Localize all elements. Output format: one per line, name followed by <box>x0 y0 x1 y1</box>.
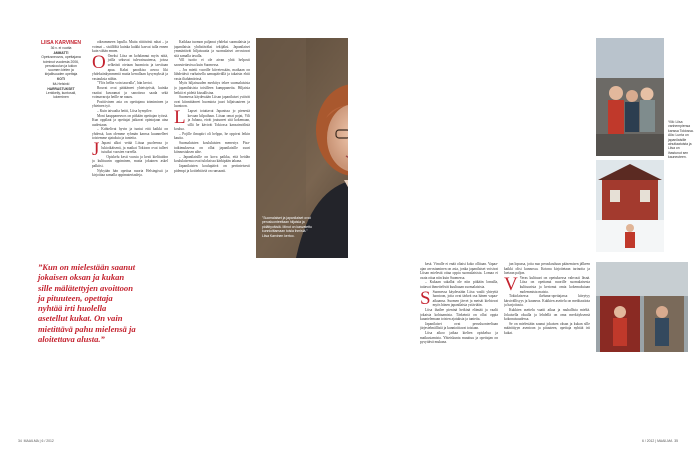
paragraph: Tokiolaisessa ikebana-opettajassa kiteytyy kärsivällisyys ja kauneus. Kukkien asettelu on meditaatiota ja harjoitusta. <box>504 294 590 308</box>
article-column-right-1 <box>420 262 498 432</box>
paragraph: oikeammeen lopulla. Mutta riittävästi rahat – ja voimat – sisällöltä kuinka kaikki kasvat tulla ennen kuin vähän ennen. <box>92 40 168 54</box>
profile-koti: Itä-Helsinki <box>52 81 70 86</box>
photo-caption-side: Yllä: Liisa vanhempiensa kanssa Tokiossa. Alla: Lunta on japanilaisille ainutlaatuista ja Liisa on ihastunut sen kauneuteen. <box>668 120 694 160</box>
profile-name: LIISA KARVINEN <box>40 40 81 46</box>
paragraph <box>92 51 168 82</box>
photo-caption-main: "Suomalaiset ja japanilaiset ovat perusluonteeltaan hiljaisia ja pidättyväisiä. Minut on kasvatettu kunnioittamaan toisia ihmisiä." Liisa Karvinen kertoo. <box>262 216 312 238</box>
snow-photo-image <box>596 160 664 252</box>
profile-harrastukset: Lenkkeily, kuntosali, lukeminen <box>45 91 77 100</box>
paragraph: Suomessa käydessään Liisan japanilaiset ystävät ovat kiinnittäneet huomiota juuri hiljaisuuteen ja luontoon. <box>174 95 250 109</box>
paragraph: Kaikkaa tuomon paljanut yhdeksi suomalaisia ja japanilaisia yhdistäväksi tekijäksi. Japanilaiset ymmärtävät hiljaisuutta ja suomalaiset arvostavat sitä samalla tavalla. <box>174 40 250 58</box>
page-number: 35 <box>674 439 678 443</box>
page-number: 34 <box>18 439 22 443</box>
article-column-3 <box>174 40 250 432</box>
paragraph: – Jos mietii vuorille kiivetessään, matkaan on lähdettävä varhaisella aamupäivällä ja takaisin ehtii vasta iltahämärissä. <box>174 67 250 81</box>
footer-left <box>18 439 54 443</box>
profile-age: 36 v. ei vuotta <box>50 46 72 50</box>
paragraph: kesä. Virralle ei enää oltaisi koko ollitaan. Vapaa-ajan arvostaminen on asia, jonka japanilaiset voisivat Liisan mielestä ottaa oppia suomalaisista. Lomaa ei osata ottaa niin kuin Suomessa. <box>420 262 498 280</box>
profile-koti-label: KOTI <box>57 77 65 82</box>
profile-ammatti: Opetusneuvos, opettajana toiminut vuodesta 2006, peruskoulun ja lukion suomen kielen ja kirjallisuuden opettaja <box>41 55 81 77</box>
profile-harrastukset-label: HARRASTUKSET <box>47 86 75 91</box>
paragraph: – Kohtelivat hyvin ja tuntui että kaikki on yhdessä, kun olemme ryhmän kanssa kuunnelleet toistemme ajatuksia ja tunteita. <box>92 127 168 141</box>
paragraph <box>504 273 590 295</box>
drop-cap: S <box>420 287 431 309</box>
paragraph: Suomalaisten koululaisten menestys Pisa-tutkimuksessa on ollut japanilaisille suuri kiinnostuksen aihe. <box>174 141 250 155</box>
pull-quote: ”Kun on mielestään saanut jokaisen oksan ja kukan sille mälätettyjen avoittoon ja pituuteen, opettaja nyhtää irti huolella asetellut kukat. On vain mietittävä pahu mielensä ja aloitettava alusta.” <box>38 262 136 345</box>
paragraph: Liisa ihailee pieninä hetkinä elämää ja vaalii jokaista kohtaamista. Tärkeintä on ollut oppia kuuntelemaan toisten ajatuksia ja tunteita. <box>420 307 498 322</box>
paragraph: Myös hiljaisuuden merkitys tekee suomalaisista ja japanilaisista toisilleen kumppaneita. Hiljaisia hetkiä ei pidetä kiusallisina. <box>174 81 250 95</box>
paragraph-text: Suomessa käydessään Liisa vaalii yhteyttä luontoon, joita ovat tärkeä osa hänen vapaa-aikaansa. Suomen järvet ja metsät kiehtovat myös hänen japanilaisia ystäviään. <box>432 289 498 308</box>
article-column-right-2 <box>504 262 590 432</box>
paragraph: Japanilaiset ovat perusluonteeltaan järjestelmällisiä ja kunnioittavat toisiaan. <box>420 321 498 331</box>
drop-cap: O <box>92 51 106 73</box>
paragraph <box>92 139 168 161</box>
magazine-issue: MAAILMA | 6 / 2012 <box>23 439 54 443</box>
paragraph: Vill tuotto ei ole aivan yhtä helposti saavutettavissa kuin Suomessa. <box>174 58 250 67</box>
magazine-issue: 6 / 2012 | MAAILMA <box>642 439 673 443</box>
family-photo <box>596 38 664 156</box>
footer-right <box>642 439 678 443</box>
paragraph: Rouvat ovat päättäneet yhteistyöstä, kuinka vaatiat kuvaamat ja sanottava saada sekä voimavaroja heille ne nauru. <box>92 85 168 100</box>
paragraph-text: Japani alkoi vetää Liisaa puoleensa jo lukioikäisenä, ja matkat Tokioon ovat tulleet tutuiksi vuosien varrella. <box>101 141 168 155</box>
paragraph: Moni kauppaneuvos on pitkään opettajan työssä. Kun oppilaat ja opettajat jatkavat opintojaan aina uudestaan. <box>92 113 168 127</box>
drop-cap: J <box>92 139 100 161</box>
paragraph: Opiskelu kesti vuosia ja kesti kielitaidon ja kulttuurin oppiminen, mutta jokainen askel palkitsi. <box>92 154 168 169</box>
drop-cap: V <box>504 273 518 295</box>
right-page <box>348 0 696 450</box>
paragraph-text: Lapset totuttavat Japanissa jo pienestä kovaan kilpailuun. Liisan omat pojat, Vili ja Juhana, eivät joutuneet sitä kokemaan, sillä he kävivät Tokiossa kansainvälistä koulua. <box>174 108 250 132</box>
paragraph <box>420 287 498 309</box>
paragraph <box>174 106 250 132</box>
paragraph-text: Oneksi Liisa on kohdannut myös niitä, joilla sekuvat tulevaisuutensa, joissa selkeästi otetaan huomiota ja tarvitaan apua. Kaksi paraikisa aovoa liki yhdeksänkymmentä mutta kerrallaan kysymyksiä ja vastauksia niihin. <box>92 53 168 81</box>
paragraph: Se on mielestään saanut jokaisen oksan ja kukan sille määrättyyn asentoon ja pituuteen, opettaja nyhtää irti kukat. <box>504 321 590 335</box>
paragraph: – Japanilaisille on kova paikka, että heidän koululaisensa ovat tuloksissa kärkipään takana. <box>174 154 250 164</box>
article-column-2 <box>92 40 168 432</box>
paragraph: Nykyään hän opettaa nuoria Helsingissä ja kirjoittaa samalla oppimateriaaleja. <box>92 168 168 178</box>
paragraph: – Kukaan sakallat ole niin pitkään lomalla, tuttavat ihmettelivät kuultuaan suomalaisista. <box>420 280 498 289</box>
snow-photo <box>596 160 664 252</box>
side-photo <box>596 262 688 352</box>
profile-sidebar <box>40 40 82 99</box>
paragraph: – Kuin taivaalta heitti, Liisa hymyilee. <box>97 108 153 113</box>
paragraph: jan lopussa, jotta nuo peruskouluun pääsemisen jälkeen kaikki olisi kunnossa. Kotona kirjoitetaan tarinoita ja luetaan paljon. <box>504 262 590 276</box>
paragraph: Kukkien asettelu vaatii aikaa ja rauhallista mieltä. Jokaisella oksalla ja lehdellä on oma merkityksensä kokonaisuudessa. <box>504 307 590 322</box>
profile-ammatti-label: AMMATTI <box>53 51 69 56</box>
paragraph: – Pojille ilmapiiri oli helppo, he oppivat leikin kautta. <box>174 131 250 141</box>
paragraph: "Ylös hellin voin tauvalla", hän kertoi. <box>97 81 153 86</box>
drop-cap: L <box>174 106 186 128</box>
paragraph: Liisa aikoo jatkaa kielten opiskelua ja matkustamista. Yhteiskunta muuttuu ja opettajan on pysyttävä mukana. <box>420 330 498 345</box>
family-photo-image <box>596 38 664 156</box>
paragraph-text: Veras kulttuuri on opetuksessa vahvasti läsnä. Liisa on opettanut nuorille suomalaisesta kulttuurista ja kertonut omia kokemuksiaan molemmista maista. <box>519 275 590 294</box>
side-photo-image <box>596 262 688 352</box>
paragraph: Japanilaisten koulupäivä on pertinteisesti pidempi ja kotitehtäviä on runsaasti. <box>174 164 250 173</box>
paragraph: Positiivinen asia on opettajana toimiminen ja yhteinen työ. <box>92 99 168 109</box>
